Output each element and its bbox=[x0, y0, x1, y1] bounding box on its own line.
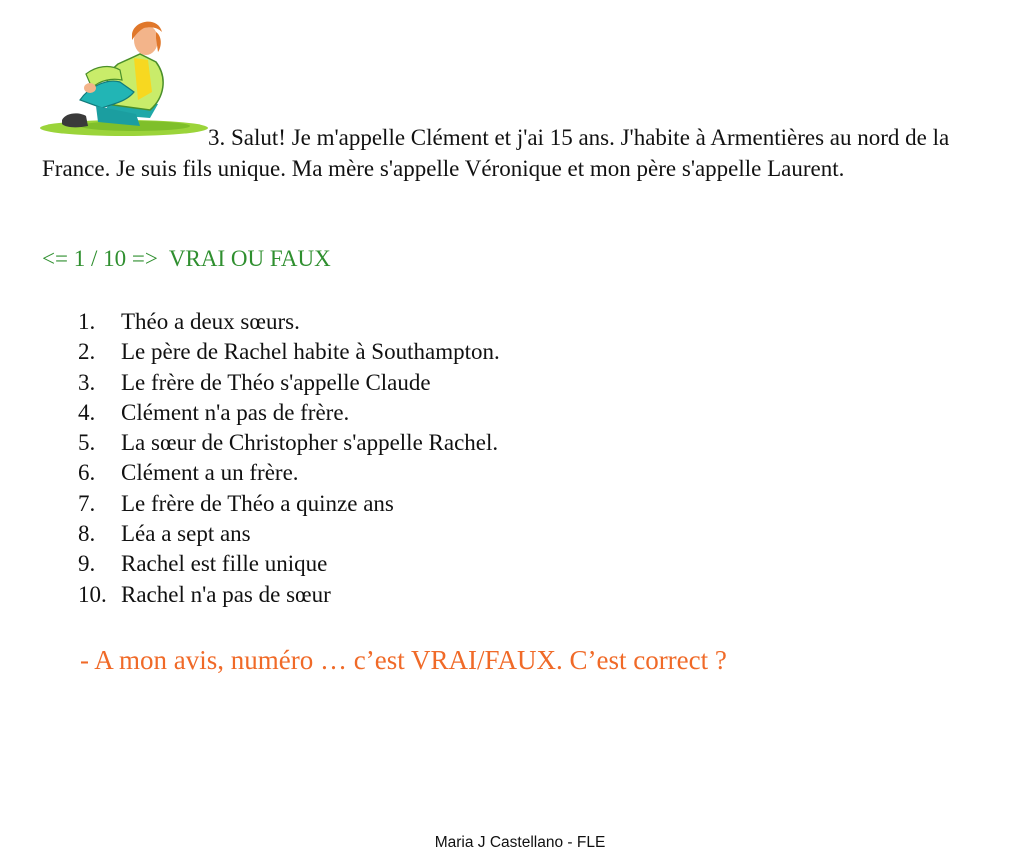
statement-list bbox=[78, 307, 500, 610]
list-item: 7. Le frère de Théo a quinze ans bbox=[78, 490, 394, 516]
list-item: 3. Le frère de Théo s'appelle Claude bbox=[78, 369, 431, 395]
next-arrow[interactable]: => bbox=[131, 246, 158, 271]
answer-prompt: - A mon avis, numéro … c’est VRAI/FAUX. C’est correct ? bbox=[80, 645, 727, 675]
list-item: 4. Clément n'a pas de frère. bbox=[78, 399, 350, 425]
quiz-navigation bbox=[42, 244, 331, 274]
list-item: 5. La sœur de Christopher s'appelle Rachel. bbox=[78, 430, 499, 456]
list-item: 6. Clément a un frère. bbox=[78, 460, 299, 486]
list-item: 2. Le père de Rachel habite à Southampton. bbox=[78, 339, 500, 365]
list-item: 8. Léa a sept ans bbox=[78, 521, 251, 547]
list-item: 9. Rachel est fille unique bbox=[78, 551, 328, 577]
prev-arrow[interactable]: <= bbox=[42, 246, 68, 271]
intro-paragraph: 3. Salut! Je m'appelle Clément et j'ai 15 ans. J'habite à Armentières au nord de la France. Je suis fils unique. Ma mère s'appelle Véronique et mon père s'appelle Laurent. bbox=[42, 125, 950, 181]
page-counter: 1 / 10 bbox=[73, 246, 127, 271]
list-item: 10. Rachel n'a pas de sœur bbox=[78, 581, 331, 607]
footer-credit: Maria J Castellano - FLE bbox=[434, 834, 606, 851]
list-item: 1. Théo a deux sœurs. bbox=[78, 309, 300, 334]
quiz-title: VRAI OU FAUX bbox=[168, 246, 331, 271]
